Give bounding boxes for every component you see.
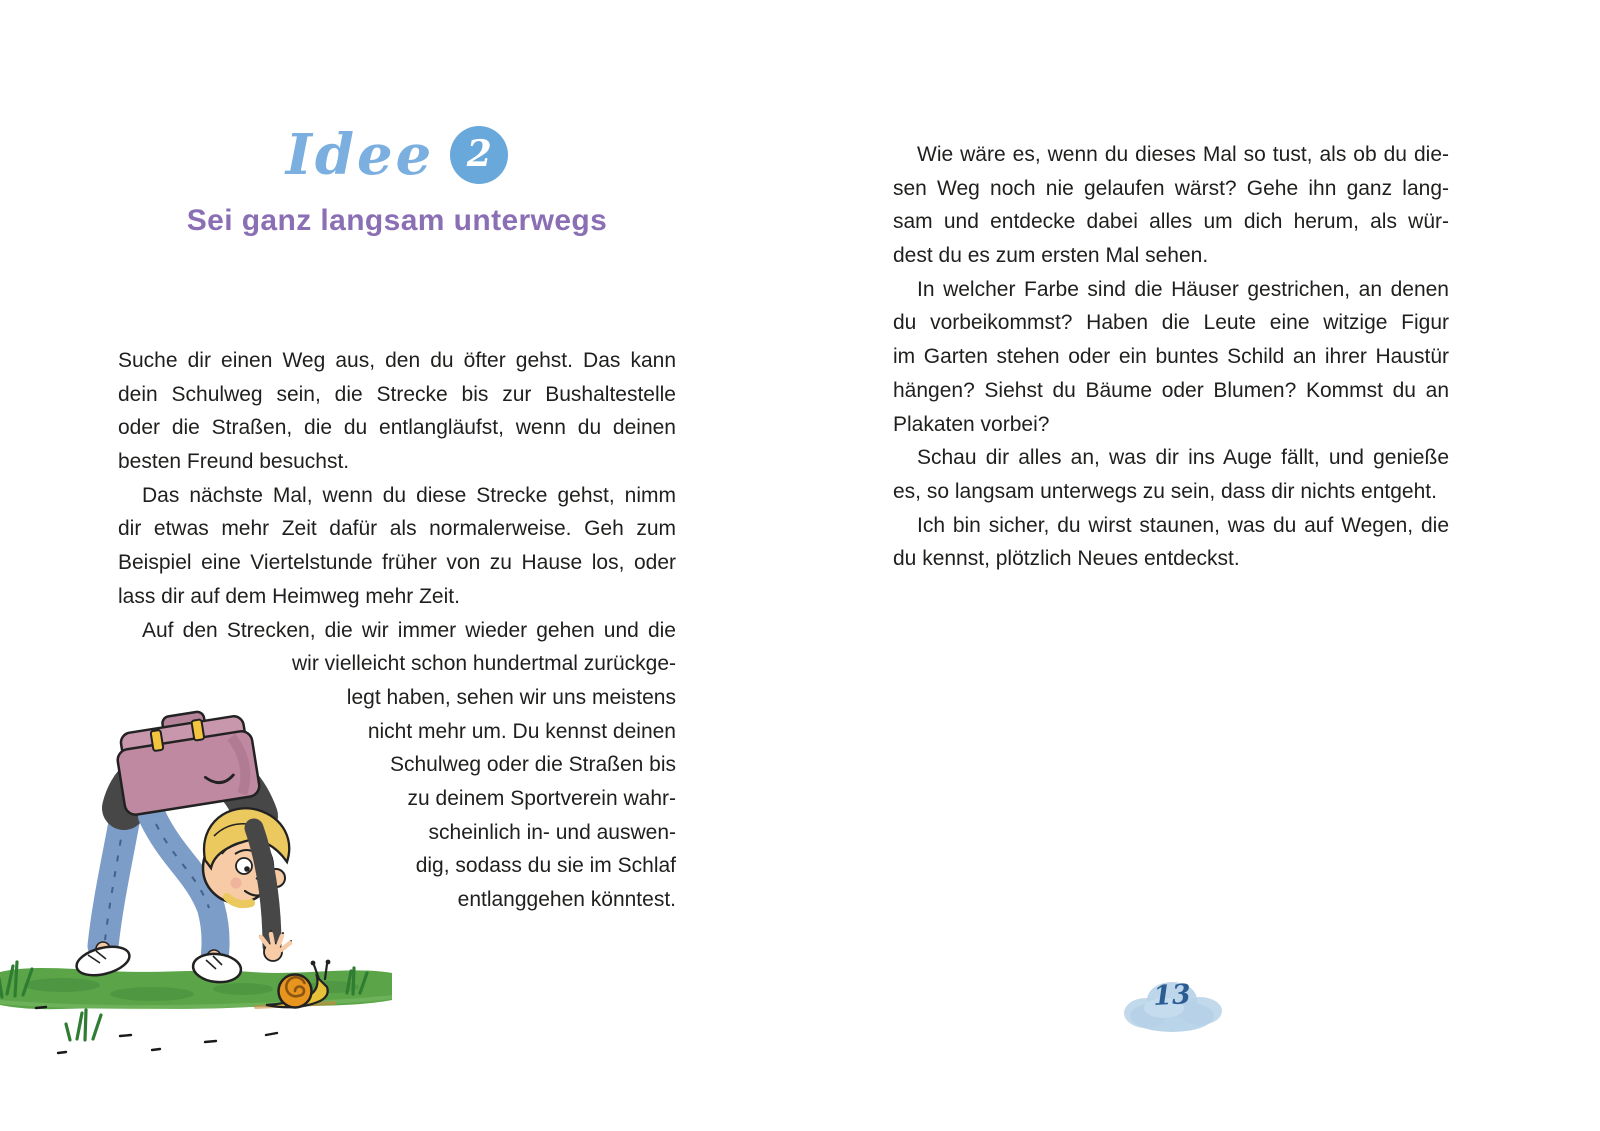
text-line: im Garten stehen oder ein buntes Schild an ihrer Haustür [893,345,1449,369]
text-line: dig, sodass du sie im Schlaf [415,854,676,878]
text-line: Schulweg oder die Straßen bis [390,753,676,777]
text-line: scheinlich in- und auswen- [428,820,676,844]
chapter-subtitle: Sei ganz langsam unterwegs [186,204,608,237]
text-line: dest du es zum ersten Mal sehen. [893,244,1209,268]
text-line: Ich bin sicher, du wirst staunen, was du auf Wegen, die [917,513,1449,537]
ground-dashes [36,1007,277,1053]
text-line: Schau dir alles an, was dir ins Auge fällt, und genieße [917,446,1449,470]
page-number: 13 [1152,979,1192,1012]
text-line: Wie wäre es, wenn du dieses Mal so tust, als ob du die- [917,143,1449,166]
chapter-number-badge: 2 [450,126,508,184]
text-line: In welcher Farbe sind die Häuser gestrichen, an denen [917,277,1449,301]
child-figure [74,708,291,984]
text-line: Auf den Strecken, die wir immer wieder gehen und die [142,618,676,642]
child-snail-illustration [0,708,420,1068]
text-line: sam und entdecke dabei alles um dich herum, als wür- [893,210,1449,234]
text-line: nicht mehr um. Du kennst deinen [367,719,676,743]
text-line: sen Weg noch nie gelaufen wärst? Gehe ihn ganz lang- [893,176,1449,200]
text-line: zu deinem Sportverein wahr- [407,786,676,810]
text-line: es, so langsam unterwegs zu sein, dass dir nichts entgeht. [893,479,1437,503]
chapter-title [118,122,676,188]
text-line: Plakaten vorbei? [893,412,1050,436]
text-line: du kennst, plötzlich Neues entdeckst. [893,547,1240,571]
text-line: legt haben, sehen wir uns meistens [346,685,676,709]
text-line: besten Freund besuchst. [118,450,350,474]
text-line: Das nächste Mal, wenn du diese Strecke gehst, nimm [142,483,676,507]
text-line: hängen? Siehst du Bäume oder Blumen? Kommst du an [893,378,1449,402]
text-line: oder die Straßen, die du entlangläufst, wenn du deinen [118,416,676,440]
text-line: Beispiel eine Viertelstunde früher von zu Hause los, oder [118,551,676,575]
chapter-title-script: Idee [285,122,435,188]
text-line: Suche dir einen Weg aus, den du öfter gehst. Das kann [118,349,676,372]
text-line: dein Schulweg sein, die Strecke bis zur Bushaltestelle [118,382,676,406]
right-page-text [893,138,1449,576]
text-line: entlanggehen könntest. [457,888,676,911]
text-line: dir etwas mehr Zeit dafür als normalerweise. Geh zum [118,517,676,541]
page-number-cloud [1116,970,1228,1036]
text-line: wir vielleicht schon hundertmal zurückge- [292,652,676,676]
text-line: lass dir auf dem Heimweg mehr Zeit. [118,584,460,608]
text-line: du vorbeikommst? Haben die Leute eine witzige Figur [893,311,1449,335]
